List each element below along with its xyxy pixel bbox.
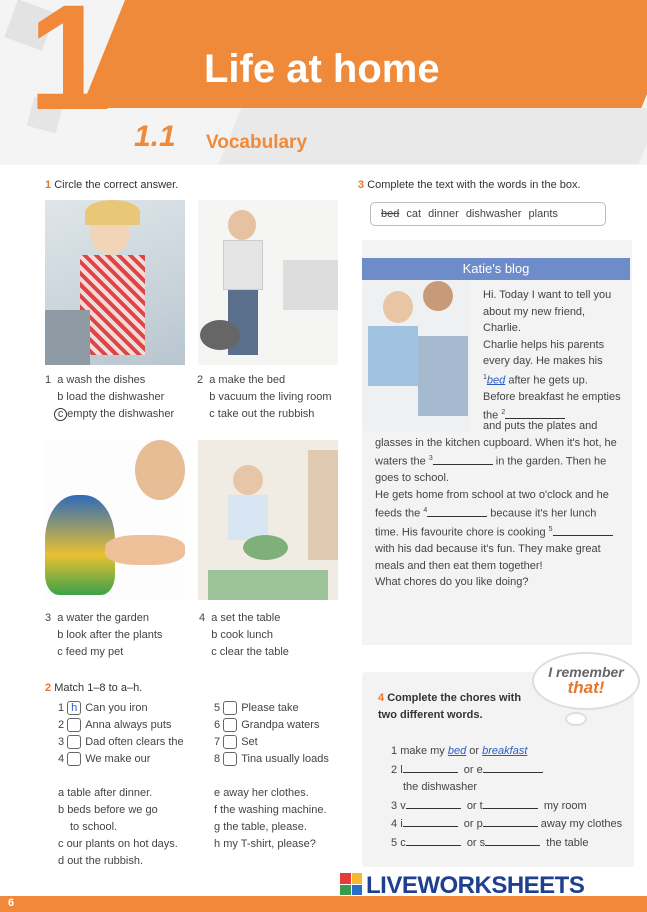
ex4-items: 1 make my bed or breakfast 2 l or e the dishwasher 3 v or t my room 4 i or p away my clothes 5 c or s the table <box>391 745 623 849</box>
option-c: empty the dishwasher <box>67 408 175 420</box>
blank-1[interactable]: bed <box>486 374 506 387</box>
badge-bubble <box>565 712 587 726</box>
ex1-group-4: 4 a set the table b cook lunch c clear the table <box>199 612 289 658</box>
blank-4[interactable] <box>427 505 487 517</box>
page-number: 6 <box>8 897 15 909</box>
remember-badge: I remember that! <box>532 652 640 710</box>
option-a: wash the dishes <box>66 374 146 386</box>
ex1-instruction: 1 Circle the correct answer. <box>45 179 179 191</box>
ex4-blank-2a[interactable] <box>403 761 458 773</box>
blank-5[interactable] <box>553 524 613 536</box>
match-box-3[interactable] <box>67 735 81 749</box>
unit-number: 1 <box>28 0 112 141</box>
watermark: LIVEWORKSHEETS <box>366 872 585 899</box>
photo-dishwasher <box>45 200 185 365</box>
ex2-endings-right: e away her clothes. f the washing machine. g the table, please. h my T-shirt, please? <box>214 787 327 850</box>
ex4-answer-1b[interactable]: breakfast <box>482 745 528 757</box>
ex4-blank-2b[interactable] <box>483 761 543 773</box>
match-box-5[interactable] <box>223 701 237 715</box>
photo-vacuum <box>198 200 338 365</box>
ex4-blank-3a[interactable] <box>406 797 461 809</box>
page-title: Life at home <box>204 47 440 91</box>
option-b: load the dishwasher <box>66 391 165 403</box>
ex4-answer-1a[interactable]: bed <box>447 745 467 757</box>
match-box-2[interactable] <box>67 718 81 732</box>
match-box-6[interactable] <box>223 718 237 732</box>
ex2-left-items: 1 h Can you iron 2 Anna always puts 3 Dad often clears the 4 We make our <box>58 702 184 765</box>
match-box-4[interactable] <box>67 752 81 766</box>
ex4-blank-5a[interactable] <box>406 834 461 846</box>
photo-blog-kids <box>363 281 470 431</box>
watermark-logo-icon <box>340 873 362 895</box>
match-box-1[interactable]: h <box>67 701 81 715</box>
ex2-instruction: 2 Match 1–8 to a–h. <box>45 682 143 694</box>
blog-text-top: Hi. Today I want to tell you about my new friend, Charlie. Charlie helps his parents every day. He makes his $^1$bed after he gets up. Before breakfast he empties the $^2$ <box>483 289 621 422</box>
ex4-blank-5b[interactable] <box>485 834 540 846</box>
word-box: bed cat dinner dishwasher plants <box>370 202 606 226</box>
ex4-blank-3b[interactable] <box>483 797 538 809</box>
photo-table <box>198 440 338 600</box>
photo-parrot <box>45 440 185 600</box>
ex4-blank-4b[interactable] <box>483 815 538 827</box>
ex1-group-1: 1 a wash the dishes b load the dishwasher c empty the dishwasher <box>45 374 175 420</box>
ex2-endings-left: a table after dinner. b beds before we go to school. c our plants on hot days. d out the rubbish. <box>58 787 178 867</box>
blank-2[interactable] <box>505 407 565 419</box>
section-title: Vocabulary <box>206 132 308 153</box>
ex1-group-2: 2 a make the bed b vacuum the living room c take out the rubbish <box>197 374 332 420</box>
blog-text-bottom: and puts the plates and glasses in the kitchen cupboard. When it's hot, he waters the $^3$ in the garden. Then he goes to school. He gets home from school at two o'clock and he feeds the $^4$ because it's her lunch time. His favourite chore is cooking $^5$ with his dad because it's fun. They make great meals and then eat them together! What chores do you like doing? <box>375 420 617 589</box>
ex1-group-3: 3 a water the garden b look after the plants c feed my pet <box>45 612 163 658</box>
match-box-8[interactable] <box>223 752 237 766</box>
ex4-blank-4a[interactable] <box>403 815 458 827</box>
ex2-right-items: 5 Please take 6 Grandpa waters 7 Set 8 Tina usually loads <box>214 702 329 765</box>
blog-title-bar: Katie's blog <box>362 258 630 280</box>
section-number: 1.1 <box>134 120 176 153</box>
ex3-instruction: 3 Complete the text with the words in the box. <box>358 179 581 191</box>
ex4-instruction: 4 Complete the chores with two different words. <box>378 692 522 721</box>
match-box-7[interactable] <box>223 735 237 749</box>
blank-3[interactable] <box>433 453 493 465</box>
circled-c[interactable]: c <box>54 408 67 421</box>
